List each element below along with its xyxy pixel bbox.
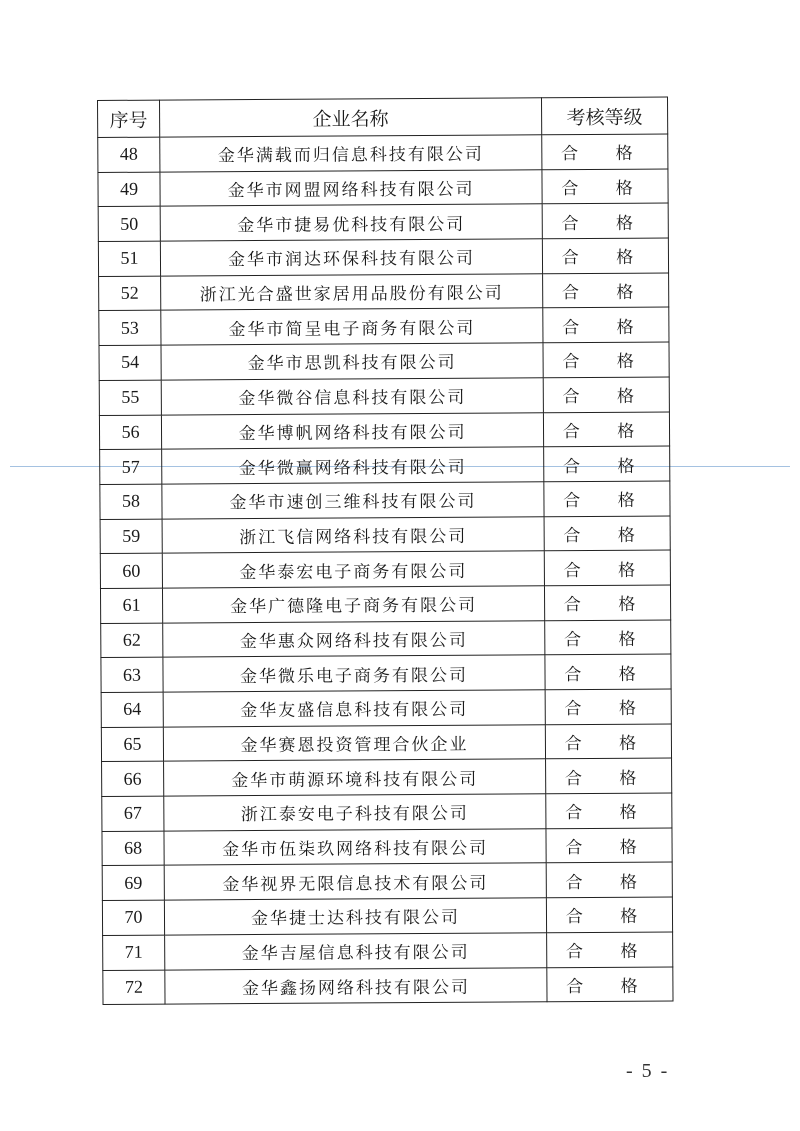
row-grade: 合 格 [543, 273, 669, 308]
table-row [102, 793, 672, 831]
row-index: 63 [101, 657, 163, 692]
row-grade: 合 格 [546, 897, 672, 932]
row-grade: 合 格 [546, 862, 672, 897]
row-company-name: 金华微谷信息科技有限公司 [161, 378, 543, 415]
row-index: 60 [100, 553, 162, 588]
row-index: 59 [100, 519, 162, 554]
table-row [98, 134, 668, 172]
assessment-table-container [97, 97, 673, 1006]
row-company-name: 浙江飞信网络科技有限公司 [162, 516, 544, 553]
row-grade: 合 格 [543, 377, 669, 412]
table-row [100, 516, 670, 554]
table-row [102, 897, 672, 935]
row-company-name: 金华市思凯科技有限公司 [161, 343, 543, 380]
row-grade: 合 格 [544, 481, 670, 516]
row-index: 67 [102, 796, 164, 831]
row-index: 50 [98, 206, 160, 241]
row-company-name: 金华吉屋信息科技有限公司 [165, 933, 547, 970]
row-grade: 合 格 [542, 238, 668, 273]
row-index: 64 [101, 692, 163, 727]
table-row [101, 689, 671, 727]
row-index: 71 [103, 935, 165, 970]
row-index: 49 [98, 172, 160, 207]
table-row [102, 758, 672, 796]
row-company-name: 浙江光合盛世家居用品股份有限公司 [161, 274, 543, 311]
row-index: 55 [99, 380, 161, 415]
row-index: 68 [102, 831, 164, 866]
row-company-name: 金华博帆网络科技有限公司 [161, 412, 543, 449]
row-company-name: 金华市润达环保科技有限公司 [160, 239, 542, 276]
table-body [98, 134, 673, 1005]
table-row [98, 238, 668, 276]
table-row [99, 412, 669, 450]
row-grade: 合 格 [545, 654, 671, 689]
row-index: 58 [100, 484, 162, 519]
row-index: 54 [99, 345, 161, 380]
row-company-name: 金华市伍柒玖网络科技有限公司 [164, 829, 546, 866]
row-company-name: 金华市速创三维科技有限公司 [162, 482, 544, 519]
row-index: 48 [98, 137, 160, 172]
table-row [100, 481, 670, 519]
row-grade: 合 格 [544, 550, 670, 585]
row-company-name: 金华惠众网络科技有限公司 [163, 620, 545, 657]
row-company-name: 金华满载而归信息科技有限公司 [160, 135, 542, 172]
row-grade: 合 格 [547, 932, 673, 967]
table-row [101, 724, 671, 762]
table-row [103, 966, 673, 1004]
row-grade: 合 格 [542, 203, 668, 238]
row-grade: 合 格 [544, 516, 670, 551]
row-index: 53 [99, 311, 161, 346]
table-row [102, 862, 672, 900]
row-grade: 合 格 [543, 412, 669, 447]
row-grade: 合 格 [542, 134, 668, 169]
row-index: 57 [100, 449, 162, 484]
row-grade: 合 格 [543, 307, 669, 342]
row-company-name: 金华视界无限信息技术有限公司 [164, 863, 546, 900]
table-row [99, 273, 669, 311]
row-company-name: 金华捷士达科技有限公司 [164, 898, 546, 935]
table-row [98, 169, 668, 207]
row-company-name: 金华赛恩投资管理合伙企业 [163, 724, 545, 761]
row-company-name: 金华市网盟网络科技有限公司 [160, 169, 542, 206]
row-company-name: 金华微乐电子商务有限公司 [163, 655, 545, 692]
assessment-table [97, 97, 674, 1006]
row-grade: 合 格 [542, 169, 668, 204]
table-row [100, 585, 670, 623]
row-company-name: 浙江泰安电子科技有限公司 [164, 794, 546, 831]
row-grade: 合 格 [545, 689, 671, 724]
row-company-name: 金华市简呈电子商务有限公司 [161, 308, 543, 345]
table-row [100, 446, 670, 484]
table-row [99, 377, 669, 415]
row-grade: 合 格 [543, 342, 669, 377]
table-row [101, 620, 671, 658]
table-row [99, 307, 669, 345]
table-header-row [98, 97, 668, 137]
row-index: 66 [102, 761, 164, 796]
row-grade: 合 格 [544, 446, 670, 481]
table-row [101, 654, 671, 692]
row-grade: 合 格 [546, 758, 672, 793]
row-index: 62 [101, 623, 163, 658]
table-row [98, 203, 668, 241]
page-number: - 5 - [626, 1060, 670, 1082]
row-company-name: 金华友盛信息科技有限公司 [163, 690, 545, 727]
header-grade: 考核等级 [541, 97, 667, 135]
row-index: 65 [101, 727, 163, 762]
row-grade: 合 格 [545, 620, 671, 655]
row-index: 52 [99, 276, 161, 311]
row-grade: 合 格 [546, 793, 672, 828]
row-index: 72 [103, 970, 165, 1005]
row-company-name: 金华微赢网络科技有限公司 [162, 447, 544, 484]
row-company-name: 金华鑫扬网络科技有限公司 [165, 967, 547, 1004]
row-company-name: 金华泰宏电子商务有限公司 [162, 551, 544, 588]
row-grade: 合 格 [545, 724, 671, 759]
table-row [100, 550, 670, 588]
table-row [99, 342, 669, 380]
row-index: 69 [102, 866, 164, 901]
header-company: 企业名称 [160, 98, 542, 137]
row-grade: 合 格 [544, 585, 670, 620]
row-index: 61 [100, 588, 162, 623]
row-company-name: 金华市萌源环境科技有限公司 [164, 759, 546, 796]
header-index: 序号 [98, 100, 160, 137]
row-index: 70 [102, 900, 164, 935]
row-company-name: 金华市捷易优科技有限公司 [160, 204, 542, 241]
row-grade: 合 格 [546, 828, 672, 863]
row-index: 56 [99, 415, 161, 450]
row-index: 51 [98, 241, 160, 276]
row-company-name: 金华广德隆电子商务有限公司 [162, 586, 544, 623]
table-row [102, 828, 672, 866]
row-grade: 合 格 [547, 966, 673, 1001]
table-row [103, 932, 673, 970]
